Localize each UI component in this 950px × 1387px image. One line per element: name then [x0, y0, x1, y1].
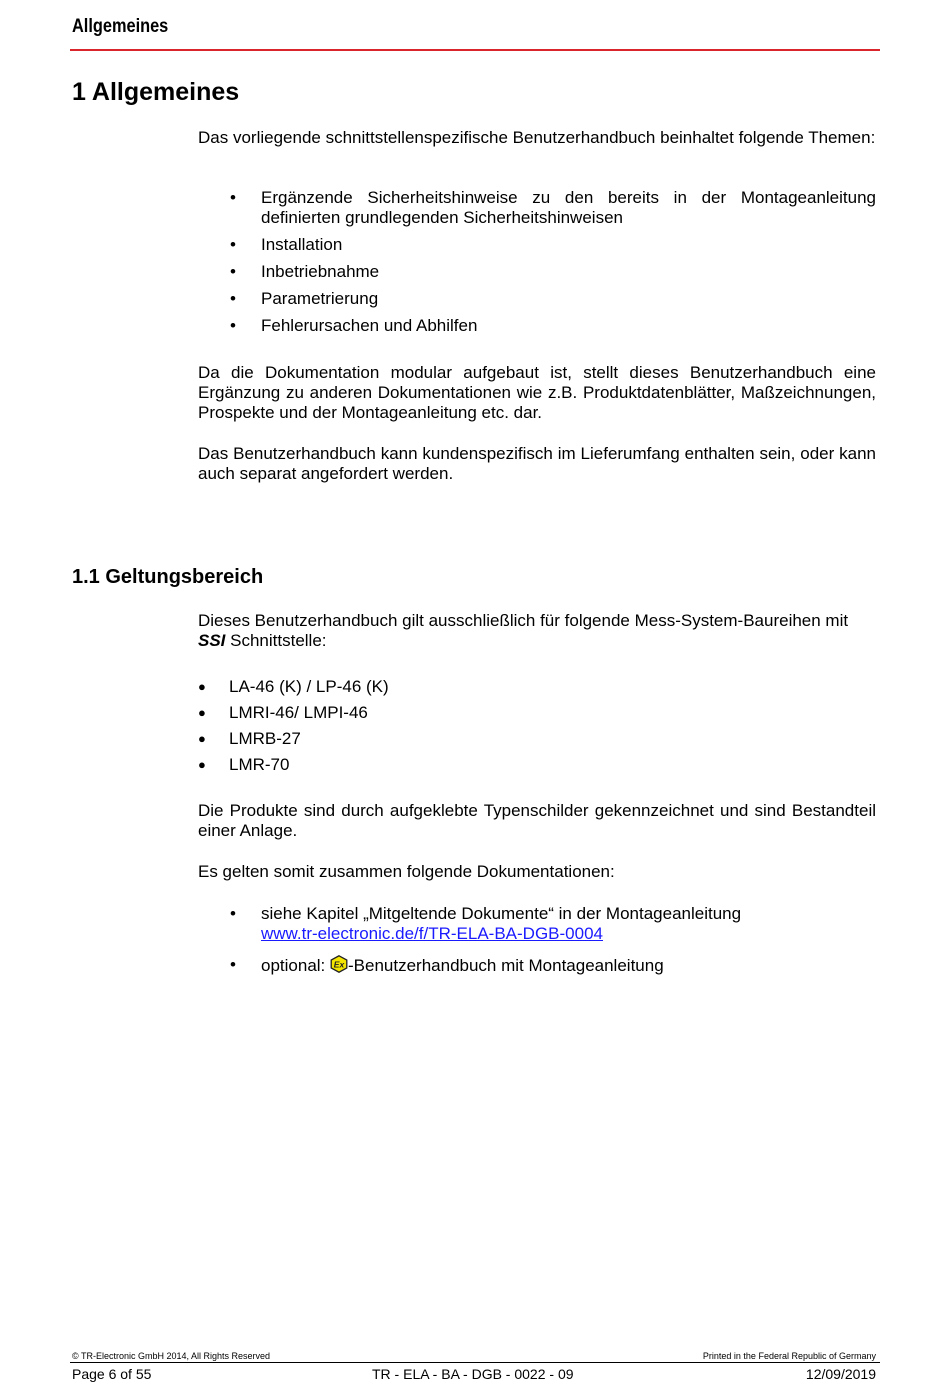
list-item: ● LMR-70 [198, 755, 876, 775]
section1-paragraph-delivery: Das Benutzerhandbuch kann kundenspezifisch im Lieferumfang enthalten sein, oder kann auch separat angefordert werden. [198, 444, 876, 483]
list-item: ● LMRI-46/ LMPI-46 [198, 703, 876, 723]
running-header-title: Allgemeines [72, 16, 169, 37]
section1-paragraph-modular: Da die Dokumentation modular aufgebaut ist, stellt dieses Benutzerhandbuch eine Ergänzung zu anderen Dokumentationen wie z.B. Produktdatenblätter, Maßzeichnungen, Prospekte und der Montageanleitung etc. dar. [198, 363, 876, 422]
list-item: ● LA-46 (K) / LP-46 (K) [198, 677, 876, 697]
footer-printed: Printed in the Federal Republic of Germany [702, 1351, 876, 1361]
ex-explosion-protection-icon [330, 955, 348, 973]
list-item: • Ergänzende Sicherheitshinweise zu den bereits in der Montageanleitung definierten grundlegenden Sicherheitshinweisen [230, 188, 876, 228]
doc2-text: optional: [261, 956, 330, 975]
list-item [230, 904, 876, 944]
list-item: • Fehlerursachen und Abhilfen [230, 316, 876, 336]
svg-text:Ex: Ex [333, 959, 345, 970]
list-item: • Installation [230, 235, 876, 255]
footer-copyright: © TR-Electronic GmbH 2014, All Rights Reserved [72, 1351, 271, 1361]
footer-date: 12/09/2019 [805, 1366, 876, 1382]
footer-document-id: TR - ELA - BA - DGB - 0022 - 09 [372, 1366, 574, 1382]
list-item: ● LMRB-27 [198, 729, 876, 749]
section11-paragraph-docs: Es gelten somit zusammen folgende Dokumentationen: [198, 862, 615, 881]
footer-divider [70, 1362, 880, 1363]
section-heading-allgemeines: 1 Allgemeines [72, 78, 240, 106]
products-list [198, 677, 876, 781]
documents-list [230, 904, 876, 983]
doc1-text: siehe Kapitel „Mitgeltende Dokumente“ in der Montageanleitung [261, 904, 742, 923]
list-item: • Inbetriebnahme [230, 262, 876, 282]
section1-intro: Das vorliegende schnittstellenspezifische Benutzerhandbuch beinhaltet folgende Themen: [198, 128, 876, 147]
intro-text-end: Schnittstelle: [225, 631, 327, 650]
montageanleitung-link[interactable]: www.tr-electronic.de/f/TR-ELA-BA-DGB-0004 [261, 924, 603, 943]
topics-list [230, 188, 876, 343]
section11-intro [198, 611, 876, 651]
list-item: • Parametrierung [230, 289, 876, 309]
footer-page-number: Page 6 of 55 [72, 1366, 152, 1382]
header-divider [70, 49, 880, 51]
section11-paragraph-products: Die Produkte sind durch aufgeklebte Typenschilder gekennzeichnet und sind Bestandteil einer Anlage. [198, 801, 876, 840]
list-item [230, 955, 876, 976]
doc2-text-end: -Benutzerhandbuch mit Montageanleitung [348, 956, 664, 975]
intro-text: Dieses Benutzerhandbuch gilt ausschließlich für folgende Mess-System-Baureihen mit [198, 611, 849, 630]
ssi-term: SSI [198, 631, 226, 650]
section-heading-geltungsbereich: 1.1 Geltungsbereich [72, 566, 264, 588]
